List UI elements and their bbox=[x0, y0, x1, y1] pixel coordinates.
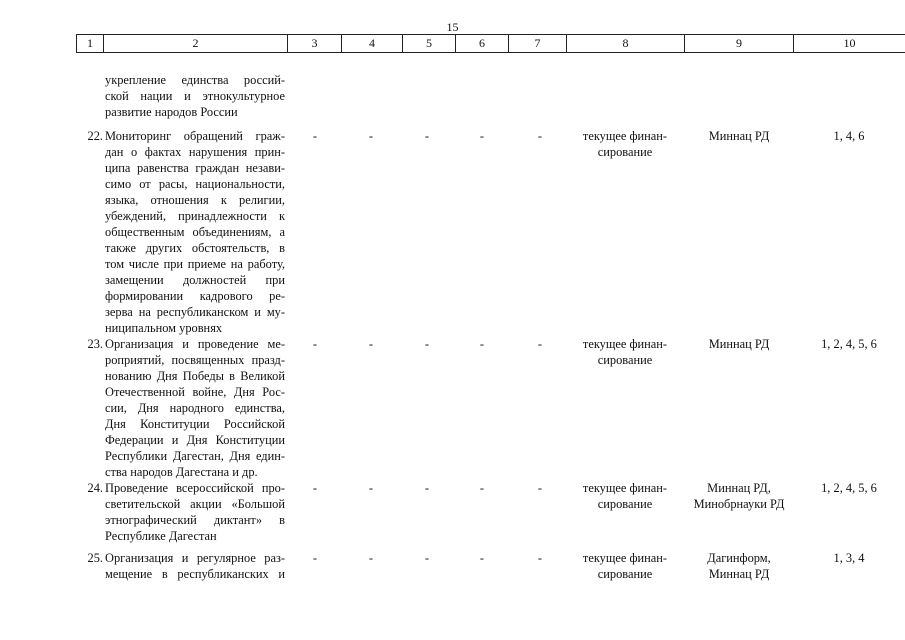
executor bbox=[682, 550, 796, 582]
description-line: симо от расы, национальности, bbox=[105, 177, 285, 191]
indicators: 1, 3, 4 bbox=[833, 551, 865, 565]
funding-line: текущее финан- bbox=[582, 481, 668, 495]
description-line: роприятий, посвященных празд- bbox=[105, 353, 285, 367]
column-header-3: 3 bbox=[287, 35, 341, 52]
continuation-line: ской нации и этнокультурное bbox=[105, 89, 285, 103]
dash-col-7: - bbox=[537, 551, 543, 565]
indicators: 1, 4, 6 bbox=[833, 129, 865, 143]
column-header-1: 1 bbox=[76, 35, 103, 52]
indicators: 1, 2, 4, 5, 6 bbox=[821, 337, 877, 351]
funding-line: сирование bbox=[597, 567, 653, 581]
executor-line: Дагинформ, bbox=[707, 551, 771, 565]
column-header-6: 6 bbox=[455, 35, 508, 52]
continuation-line: укрепление единства россий- bbox=[105, 73, 285, 87]
description-line: Организация и регулярное раз- bbox=[105, 551, 285, 565]
executor-line: Миннац РД bbox=[708, 567, 770, 581]
funding-line: сирование bbox=[597, 145, 653, 159]
continuation-text bbox=[105, 72, 285, 120]
dash-col-4: - bbox=[368, 337, 374, 351]
description-line: Отечественной войне, Дня Рос- bbox=[105, 385, 285, 399]
row-description bbox=[105, 336, 285, 480]
row-description bbox=[105, 128, 285, 336]
description-line: замещении должностей при bbox=[105, 273, 285, 287]
description-line: Федерации и Дня Конституции bbox=[105, 433, 285, 447]
dash-col-5: - bbox=[424, 551, 430, 565]
dash-col-6: - bbox=[479, 337, 485, 351]
funding-line: текущее финан- bbox=[582, 337, 668, 351]
description-line: этнографический диктант» в bbox=[105, 513, 285, 527]
description-line: Республике Дагестан bbox=[105, 529, 217, 543]
dash-col-3: - bbox=[312, 551, 318, 565]
description-line: Мониторинг обращений граж- bbox=[105, 129, 285, 143]
funding-line: текущее финан- bbox=[582, 551, 668, 565]
funding-source bbox=[566, 128, 684, 160]
row-number: 25. bbox=[87, 551, 103, 565]
row-number: 22. bbox=[87, 129, 103, 143]
executor-line: Минобрнауки РД bbox=[693, 497, 785, 511]
dash-col-6: - bbox=[479, 129, 485, 143]
description-line: Республики Дагестан, Дня един- bbox=[105, 449, 285, 463]
dash-col-3: - bbox=[312, 337, 318, 351]
column-header-8: 8 bbox=[566, 35, 684, 52]
description-line: светительской акции «Большой bbox=[105, 497, 285, 511]
column-header-10: 10 bbox=[793, 35, 905, 52]
description-line: нованию Дня Победы в Великой bbox=[105, 369, 285, 383]
column-header-2: 2 bbox=[103, 35, 287, 52]
description-line: сии, Дня народного единства, bbox=[105, 401, 285, 415]
dash-col-3: - bbox=[312, 481, 318, 495]
dash-col-4: - bbox=[368, 551, 374, 565]
funding-source bbox=[566, 336, 684, 368]
executor bbox=[682, 128, 796, 144]
continuation-line: развитие народов России bbox=[105, 105, 238, 119]
dash-col-4: - bbox=[368, 129, 374, 143]
description-line: ципа равенства граждан незави- bbox=[105, 161, 285, 175]
row-description bbox=[105, 550, 285, 582]
funding-line: сирование bbox=[597, 353, 653, 367]
row-number: 24. bbox=[87, 481, 103, 495]
column-header-4: 4 bbox=[341, 35, 402, 52]
description-line: языка, отношения к религии, bbox=[105, 193, 285, 207]
column-header-5: 5 bbox=[402, 35, 455, 52]
table-header bbox=[76, 34, 905, 53]
description-line: Проведение всероссийской про- bbox=[105, 481, 285, 495]
dash-col-5: - bbox=[424, 481, 430, 495]
executor bbox=[682, 336, 796, 352]
description-line: ства народов Дагестана и др. bbox=[105, 465, 258, 479]
indicators: 1, 2, 4, 5, 6 bbox=[821, 481, 877, 495]
description-line: общественным объединениям, а bbox=[105, 225, 285, 239]
description-line: формировании кадрового ре- bbox=[105, 289, 285, 303]
executor-line: Миннац РД bbox=[708, 129, 770, 143]
funding-line: текущее финан- bbox=[582, 129, 668, 143]
description-line: Дня Конституции Российской bbox=[105, 417, 285, 431]
description-line: мещение в республиканских и bbox=[105, 567, 285, 581]
column-header-7: 7 bbox=[508, 35, 566, 52]
dash-col-7: - bbox=[537, 337, 543, 351]
dash-col-7: - bbox=[537, 129, 543, 143]
funding-line: сирование bbox=[597, 497, 653, 511]
dash-col-5: - bbox=[424, 337, 430, 351]
dash-col-3: - bbox=[312, 129, 318, 143]
executor-line: Миннац РД, bbox=[707, 481, 771, 495]
row-description bbox=[105, 480, 285, 544]
funding-source bbox=[566, 480, 684, 512]
page-number: 15 bbox=[446, 20, 459, 34]
description-line: ниципальном уровнях bbox=[105, 321, 223, 335]
description-line: том числе при приеме на работу, bbox=[105, 257, 285, 271]
row-number: 23. bbox=[87, 337, 103, 351]
dash-col-4: - bbox=[368, 481, 374, 495]
description-line: дан о фактах нарушения прин- bbox=[105, 145, 285, 159]
column-header-9: 9 bbox=[684, 35, 793, 52]
dash-col-7: - bbox=[537, 481, 543, 495]
executor-line: Миннац РД bbox=[708, 337, 770, 351]
description-line: зерва на республиканском и му- bbox=[105, 305, 285, 319]
funding-source bbox=[566, 550, 684, 582]
description-line: Организация и проведение ме- bbox=[105, 337, 285, 351]
dash-col-6: - bbox=[479, 481, 485, 495]
description-line: также других обстоятельств, в bbox=[105, 241, 285, 255]
executor bbox=[682, 480, 796, 512]
dash-col-6: - bbox=[479, 551, 485, 565]
description-line: убеждений, принадлежности к bbox=[105, 209, 285, 223]
dash-col-5: - bbox=[424, 129, 430, 143]
